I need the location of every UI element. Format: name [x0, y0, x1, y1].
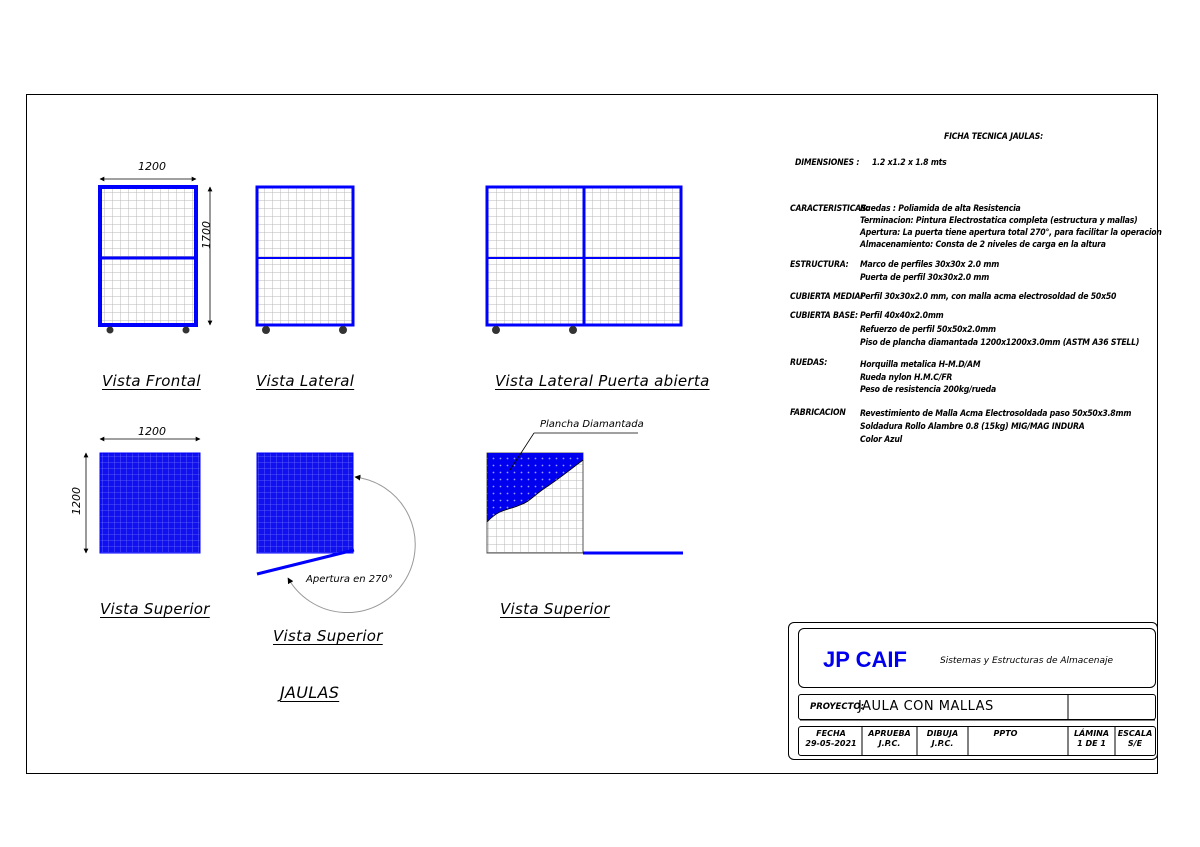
spec-ruedas-line: Horquilla metalica H-M.D/AM [860, 360, 981, 370]
spec-estructura-line: Puerta de perfil 30x30x2.0 mm [860, 273, 990, 283]
aprueba-value: J.P.C. [878, 739, 901, 748]
spec-caracteristicas-line: Apertura: La puerta tiene apertura total 270°, para facilitar la operacion [860, 228, 1162, 238]
spec-dimensiones-label: DIMENSIONES : [795, 158, 860, 168]
aprueba-label: APRUEBA [868, 729, 911, 738]
spec-cubierta-media-label: CUBIERTA MEDIA: [790, 292, 864, 302]
vista-lateral-drawing [257, 187, 353, 334]
vista-superior-3-drawing [487, 433, 683, 553]
annotation-apertura: Apertura en 270° [306, 574, 393, 585]
vista-superior-2-drawing [257, 453, 415, 613]
spec-fabricacion-line: Soldadura Rollo Alambre 0.8 (15kg) MIG/MAG INDURA [860, 422, 1085, 432]
spec-fabricacion-label: FABRICACION [790, 408, 846, 418]
escala-label: ESCALA [1117, 729, 1153, 738]
ppto-label: PPTO [993, 729, 1018, 738]
spec-title: FICHA TECNICA JAULAS: [944, 132, 1044, 142]
spec-cubierta-base-line: Piso de plancha diamantada 1200x1200x3.0mm (ASTM A36 STELL) [860, 338, 1140, 348]
spec-caracteristicas-line: Terminacion: Pintura Electrostatica completa (estructura y mallas) [860, 216, 1138, 226]
escala-value: S/E [1127, 739, 1143, 748]
spec-ruedas-line: Peso de resistencia 200kg/rueda [860, 385, 997, 395]
spec-dimensiones-value: 1.2 x1.2 x 1.8 mts [872, 158, 947, 168]
spec-caracteristicas-label: CARACTERISTICAS: [790, 204, 870, 214]
spec-estructura-line: Marco de perfiles 30x30x 2.0 mm [860, 260, 1000, 270]
dim-front-width: 1200 [138, 160, 166, 173]
label-jaulas: JAULAS [280, 683, 340, 702]
dibuja-label: DIBUJA [926, 729, 959, 738]
lamina-label: LÁMINA [1073, 729, 1110, 738]
spec-caracteristicas-line: Ruedas : Poliamida de alta Resistencia [860, 204, 1021, 214]
spec-estructura-label: ESTRUCTURA: [790, 260, 849, 270]
spec-fabricacion-line: Color Azul [860, 435, 903, 445]
spec-ruedas-label: RUEDAS: [790, 358, 828, 368]
label-vista-superior-2: Vista Superior [273, 627, 383, 645]
spec-cubierta-base-line: Refuerzo de perfil 50x50x2.0mm [860, 325, 996, 335]
fecha-label: FECHA [816, 729, 846, 738]
dibuja-value: J.P.C. [931, 739, 954, 748]
label-vista-superior-3: Vista Superior [500, 600, 610, 618]
proyecto-value: JAULA CON MALLAS [858, 699, 994, 714]
annotation-plancha: Plancha Diamantada [540, 419, 644, 430]
label-vista-superior-1: Vista Superior [100, 600, 210, 618]
label-vista-lateral: Vista Lateral [256, 372, 355, 390]
label-vista-lateral-puerta: Vista Lateral Puerta abierta [495, 372, 710, 390]
spec-cubierta-media-line: Perfil 30x30x2.0 mm, con malla acma electrosoldad de 50x50 [860, 292, 1117, 302]
fecha-value: 29-05-2021 [805, 739, 857, 748]
spec-cubierta-base-label: CUBIERTA BASE: [790, 311, 858, 321]
label-vista-frontal: Vista Frontal [102, 372, 201, 390]
company-tagline: Sistemas y Estructuras de Almacenaje [940, 656, 1114, 666]
proyecto-label: PROYECTO: [810, 702, 865, 712]
spec-ruedas-line: Rueda nylon H.M.C/FR [860, 373, 953, 383]
dim-front-height: 1700 [200, 221, 213, 249]
spec-cubierta-base-line: Perfil 40x40x2.0mm [860, 311, 944, 321]
vista-frontal-drawing [100, 179, 210, 334]
vista-lateral-puerta-drawing [487, 187, 681, 334]
dim-top-width: 1200 [138, 425, 166, 438]
dim-top-depth: 1200 [70, 487, 83, 515]
company-name: JP CAIF [823, 647, 907, 672]
spec-caracteristicas-line: Almacenamiento: Consta de 2 niveles de carga en la altura [860, 240, 1106, 250]
lamina-value: 1 DE 1 [1077, 739, 1106, 748]
vista-superior-1-drawing [86, 439, 200, 553]
spec-fabricacion-line: Revestimiento de Malla Acma Electrosoldada paso 50x50x3.8mm [860, 409, 1132, 419]
